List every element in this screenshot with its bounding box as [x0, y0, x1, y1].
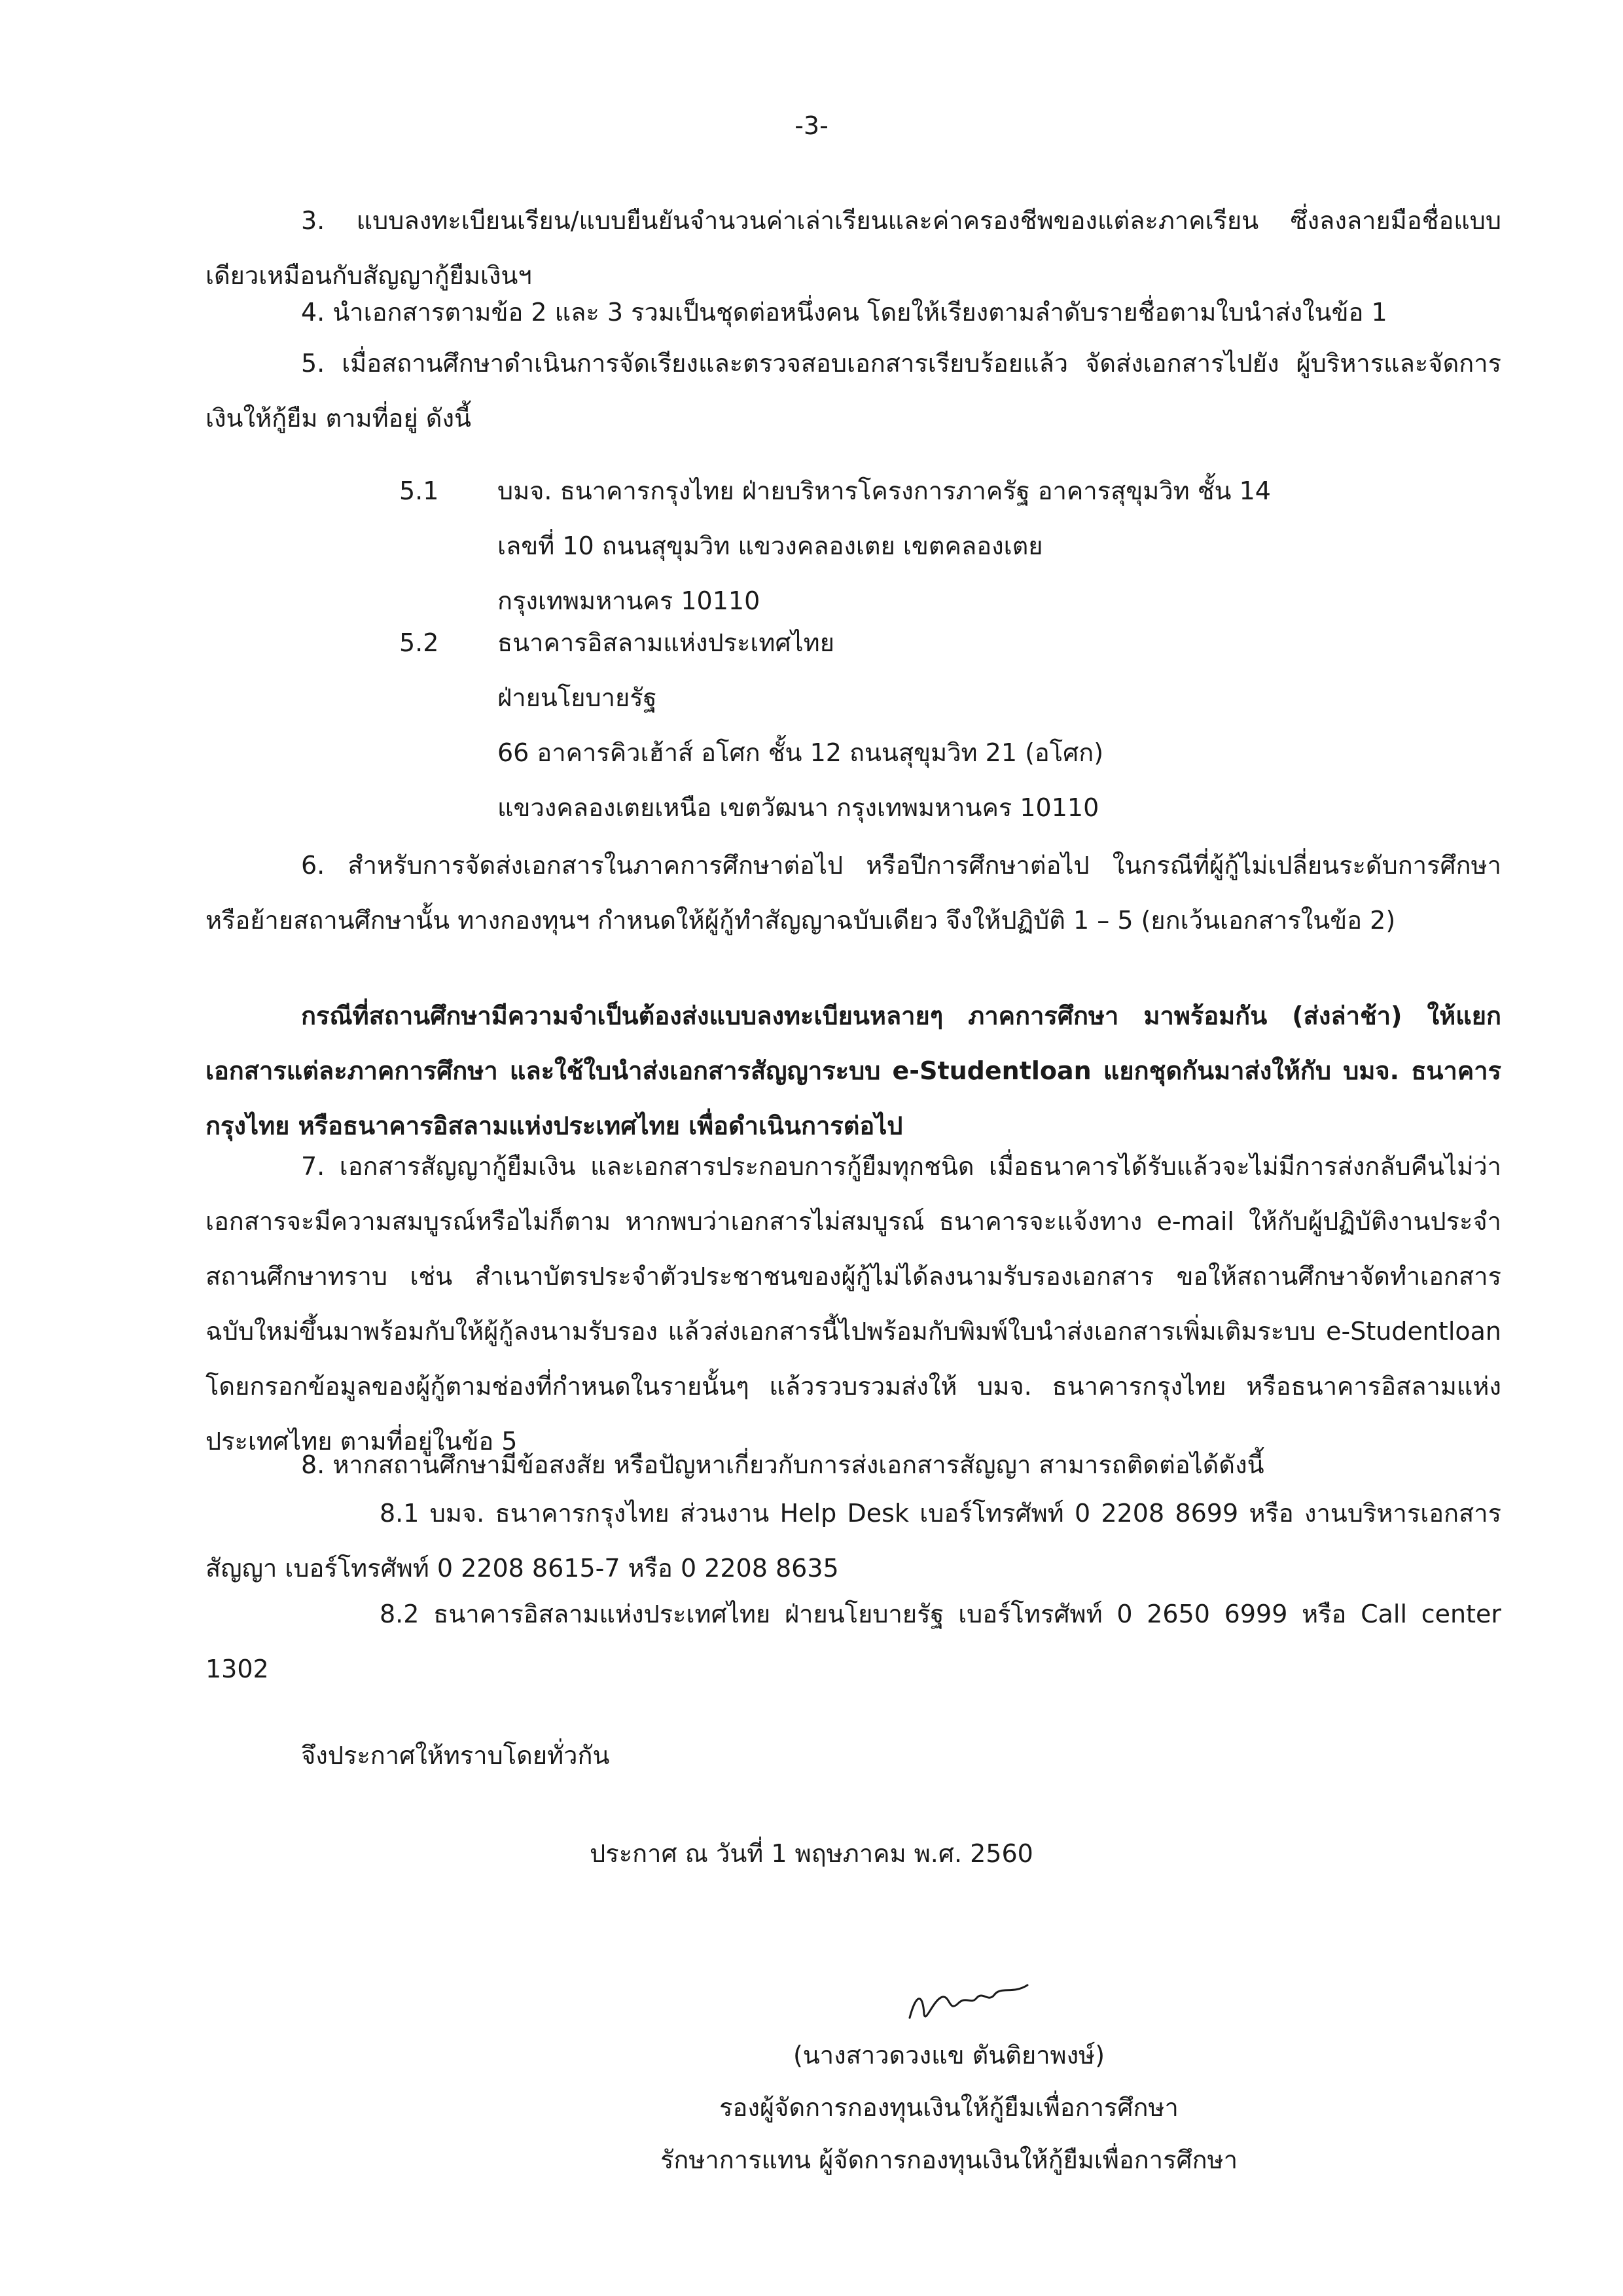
address-ktb-line-3: กรุงเทพมหานคร 10110 [497, 586, 760, 615]
announcement-date: ประกาศ ณ วันที่ 1 พฤษภาคม พ.ศ. 2560 [590, 1839, 1033, 1868]
address-ibank-line-1: ธนาคารอิสลามแห่งประเทศไทย [497, 628, 834, 657]
item-4-paragraph: 4. นำเอกสารตามข้อ 2 และ 3 รวมเป็นชุดต่อหนึ่งคน โดยให้เรียงตามลำดับรายชื่อตามใบนำส่งในข้อ 1 [301, 298, 1387, 327]
signature-mark [903, 1967, 1047, 2032]
address-ibank-line-3: 66 อาคารคิวเฮ้าส์ อโศก ชั้น 12 ถนนสุขุมวิท 21 (อโศก) [497, 738, 1104, 767]
item-5-paragraph: 5. เมื่อสถานศึกษาดำเนินการจัดเรียงและตรวจสอบเอกสารเรียบร้อยแล้ว จัดส่งเอกสารไปยัง ผู้บริหารและจัดการเงินให้กู้ยืม ตามที่อยู่ ดังนี้ [205, 349, 1501, 433]
signatory-position-1: รองผู้จัดการกองทุนเงินให้กู้ยืมเพื่อการศึกษา [719, 2093, 1179, 2122]
signatory-position-2: รักษาการแทน ผู้จัดการกองทุนเงินให้กู้ยืมเพื่อการศึกษา [660, 2145, 1238, 2174]
address-ktb-number: 5.1 [399, 476, 439, 505]
closing-text: จึงประกาศให้ทราบโดยทั่วกัน [301, 1741, 610, 1770]
address-ktb-line-1: บมจ. ธนาคารกรุงไทย ฝ่ายบริหารโครงการภาครัฐ อาคารสุขุมวิท ชั้น 14 [497, 476, 1271, 505]
item-8-paragraph: 8. หากสถานศึกษามีข้อสงสัย หรือปัญหาเกี่ยวกับการส่งเอกสารสัญญา สามารถติดต่อได้ดังนี้ [301, 1450, 1264, 1479]
item-8-2-paragraph: 8.2 ธนาคารอิสลามแห่งประเทศไทย ฝ่ายนโยบายรัฐ เบอร์โทรศัพท์ 0 2650 6999 หรือ Call center 1302 [205, 1600, 1501, 1683]
bold-note-paragraph: กรณีที่สถานศึกษามีความจำเป็นต้องส่งแบบลงทะเบียนหลายๆ ภาคการศึกษา มาพร้อมกัน (ส่งล่าช้า) ให้แยกเอกสารแต่ละภาคการศึกษา และใช้ใบนำส่งเอกสารสัญญาระบบ e-Studentloan แยกชุดกันมาส่งให้กับ บมจ. ธนาคารกรุงไทย หรือธนาคารอิสลามแห่งประเทศไทย เพื่อดำเนินการต่อไป [205, 1001, 1501, 1140]
address-ktb-line-2: เลขที่ 10 ถนนสุขุมวิท แขวงคลองเตย เขตคลองเตย [497, 531, 1043, 560]
address-ibank-line-2: ฝ่ายนโยบายรัฐ [497, 683, 657, 712]
item-3-paragraph: 3. แบบลงทะเบียนเรียน/แบบยืนยันจำนวนค่าเล่าเรียนและค่าครองชีพของแต่ละภาคเรียน ซึ่งลงลายมือชื่อแบบเดียวเหมือนกับสัญญากู้ยืมเงินฯ [205, 206, 1501, 290]
item-8-1-paragraph: 8.1 บมจ. ธนาคารกรุงไทย ส่วนงาน Help Desk เบอร์โทรศัพท์ 0 2208 8699 หรือ งานบริหารเอกสารสัญญา เบอร์โทรศัพท์ 0 2208 8615-7 หรือ 0 2208 8635 [205, 1499, 1501, 1583]
item-6-paragraph: 6. สำหรับการจัดส่งเอกสารในภาคการศึกษาต่อไป หรือปีการศึกษาต่อไป ในกรณีที่ผู้กู้ไม่เปลี่ยนระดับการศึกษา หรือย้ายสถานศึกษานั้น ทางกองทุนฯ กำหนดให้ผู้กู้ทำสัญญาฉบับเดียว จึงให้ปฏิบัติ 1 – 5 (ยกเว้นเอกสารในข้อ 2) [205, 851, 1501, 935]
signatory-name: (นางสาวดวงแข ตันติยาพงษ์) [793, 2041, 1105, 2070]
page-number: -3- [794, 111, 829, 140]
address-ibank-line-4: แขวงคลองเตยเหนือ เขตวัฒนา กรุงเทพมหานคร 10110 [497, 793, 1099, 822]
item-7-paragraph: 7. เอกสารสัญญากู้ยืมเงิน และเอกสารประกอบการกู้ยืมทุกชนิด เมื่อธนาคารได้รับแล้วจะไม่มีการส่งกลับคืนไม่ว่าเอกสารจะมีความสมบูรณ์หรือไม่ก็ตาม หากพบว่าเอกสารไม่สมบูรณ์ ธนาคารจะแจ้งทาง e-mail ให้กับผู้ปฏิบัติงานประจำสถานศึกษาทราบ เช่น สำเนาบัตรประจำตัวประชาชนของผู้กู้ไม่ได้ลงนามรับรองเอกสาร ขอให้สถานศึกษาจัดทำเอกสารฉบับใหม่ขึ้นมาพร้อมกับให้ผู้กู้ลงนามรับรอง แล้วส่งเอกสารนี้ไปพร้อมกับพิมพ์ใบนำส่งเอกสารเพิ่มเติมระบบ e-Studentloan โดยกรอกข้อมูลของผู้กู้ตามช่องที่กำหนดในรายนั้นๆ แล้วรวบรวมส่งให้ บมจ. ธนาคารกรุงไทย หรือธนาคารอิสลามแห่งประเทศไทย ตามที่อยู่ในข้อ 5 [205, 1152, 1501, 1456]
address-ibank-number: 5.2 [399, 628, 439, 657]
